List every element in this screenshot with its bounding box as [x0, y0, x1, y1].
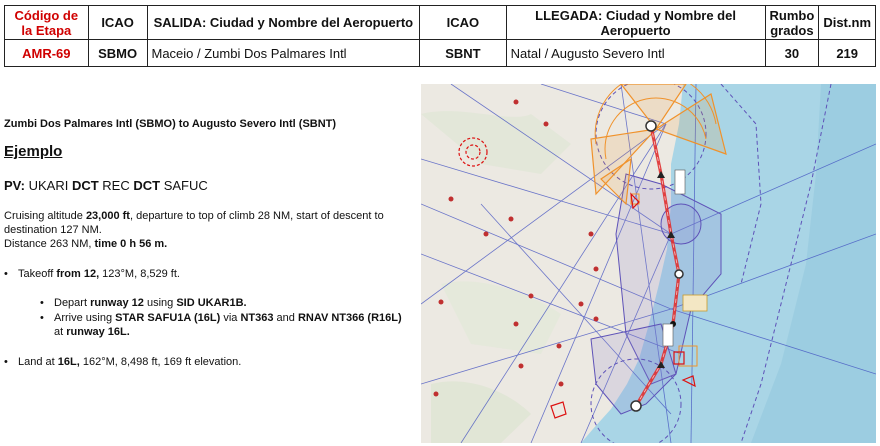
cruise-info	[4, 209, 404, 251]
table-row	[5, 40, 876, 67]
pv-label: PV:	[4, 178, 25, 193]
header-heading: Rumbo grados	[765, 6, 819, 40]
takeoff-details: 123°M, 8,529 ft.	[99, 268, 180, 280]
route-map-canvas	[421, 84, 876, 443]
transition-name: NT363	[240, 312, 274, 324]
cell-distance: 219	[819, 40, 876, 67]
arrive-text: and	[273, 312, 298, 324]
example-heading: Ejemplo	[4, 143, 63, 160]
takeoff-text: Takeoff	[18, 268, 57, 280]
star-name: STAR SAFU1A (16L)	[115, 312, 221, 324]
airway-dct: DCT	[133, 178, 161, 193]
arrival-runway: runway 16L.	[66, 326, 130, 338]
cruise-text: , departure to top of climb 28 NM, start of descent to destination 127 NM.	[4, 210, 384, 236]
arrive-text: at	[54, 326, 67, 338]
header-arrival: LLEGADA: Ciudad y Nombre del Aeropuerto	[506, 6, 765, 40]
header-distance: Dist.nm	[819, 6, 876, 40]
cell-stage-code: AMR-69	[5, 40, 89, 67]
sid-name: SID UKAR1B.	[176, 297, 247, 309]
land-details: 162°M, 8,498 ft, 169 ft elevation.	[79, 356, 242, 368]
arrive-text: Arrive using	[54, 312, 116, 324]
route-map[interactable]	[421, 84, 876, 443]
route-title: Zumbi Dos Palmares Intl (SBMO) to Augusto Severo Intl (SBNT)	[4, 118, 337, 130]
airway-dct: DCT	[71, 178, 99, 193]
cell-icao-departure: SBMO	[88, 40, 147, 67]
land-runway: 16L,	[57, 356, 80, 368]
arrive-text: via	[220, 312, 241, 324]
depart-runway: runway 12	[90, 297, 144, 309]
waypoint: UKARI	[28, 178, 69, 193]
header-icao-departure: ICAO	[88, 6, 147, 40]
table-header-row	[5, 6, 876, 40]
waypoint: REC	[102, 178, 130, 193]
takeoff-runway: from 12,	[56, 268, 100, 280]
cruise-altitude: 23,000 ft	[85, 210, 130, 222]
cell-arrival: Natal / Augusto Severo Intl	[506, 40, 765, 67]
cell-heading: 30	[765, 40, 819, 67]
depart-item	[54, 296, 247, 310]
land-text: Land at	[18, 356, 58, 368]
land-item	[18, 355, 241, 369]
cell-icao-arrival: SBNT	[420, 40, 506, 67]
rnav-approach: RNAV NT366 (R16L)	[297, 312, 402, 324]
waypoint: SAFUC	[163, 178, 208, 193]
depart-text: using	[143, 297, 177, 309]
stage-table	[4, 5, 876, 67]
takeoff-item	[18, 267, 180, 281]
depart-text: Depart	[54, 297, 91, 309]
header-stage-code: Código de la Etapa	[5, 6, 89, 40]
cell-departure: Maceio / Zumbi Dos Palmares Intl	[147, 40, 420, 67]
arrive-item	[54, 311, 404, 339]
flight-time: time 0 h 56 m.	[94, 238, 168, 250]
header-icao-arrival: ICAO	[420, 6, 506, 40]
cruise-text: Cruising altitude	[4, 210, 86, 222]
flight-plan-route	[4, 179, 208, 193]
header-departure: SALIDA: Ciudad y Nombre del Aeropuerto	[147, 6, 420, 40]
distance-text: Distance 263 NM,	[4, 238, 95, 250]
